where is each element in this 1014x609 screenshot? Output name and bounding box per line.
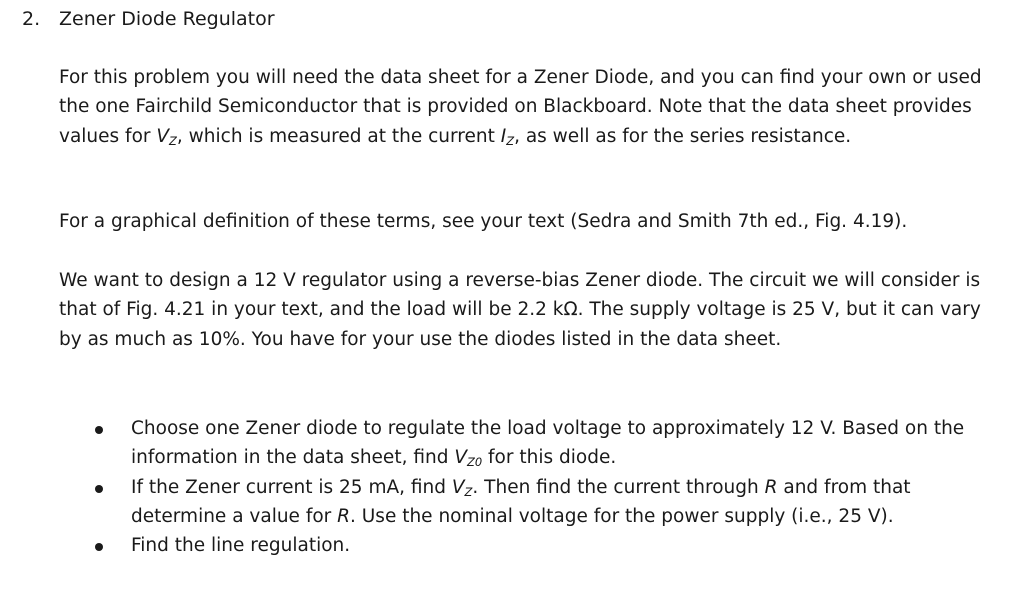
- variable-symbol: V: [451, 476, 465, 498]
- list-item-text: . Then find the current through: [472, 476, 765, 498]
- list-item: [90, 414, 990, 473]
- variable-vz: [452, 477, 473, 498]
- list-item-text: Choose one Zener diode to regulate the load voltage to approximately 12 V. Based on the information in the data sheet, find: [131, 418, 965, 469]
- variable-symbol: V: [156, 125, 170, 147]
- list-item: [90, 473, 990, 532]
- list-item-text: . Use the nominal voltage for the power supply (i.e., 25 V).: [350, 505, 894, 527]
- list-item-text: Find the line regulation.: [131, 535, 351, 557]
- variable-subscript: Z0: [467, 455, 483, 470]
- variable-subscript: Z: [506, 133, 515, 148]
- list-item: [90, 531, 990, 560]
- bullet-icon: [95, 426, 103, 434]
- variable-vz: [156, 126, 177, 147]
- task-list: [90, 414, 990, 560]
- paragraph-text: For this problem you will need the data sheet for a Zener Diode, and you can find your own or used the one Fairchild Semiconductor that is provided on Blackboard. Note that the data sheet provides values for: [59, 67, 982, 147]
- section-number: 2.: [22, 8, 41, 30]
- section-heading: [22, 6, 275, 32]
- variable-iz: [501, 126, 514, 147]
- list-item-text: If the Zener current is 25 mA, find: [131, 476, 452, 498]
- section-title: Zener Diode Regulator: [59, 8, 275, 30]
- variable-symbol: V: [454, 447, 467, 469]
- paragraph-text: , as well as for the series resistance.: [514, 125, 852, 147]
- paragraph-datasheet-intro: [59, 63, 989, 151]
- list-item-text: for this diode.: [482, 447, 617, 469]
- variable-subscript: Z: [464, 484, 473, 499]
- paragraph-text: , which is measured at the current: [176, 125, 501, 147]
- variable-r: R: [764, 476, 778, 498]
- paragraph-design-spec: We want to design a 12 V regulator using a reverse-bias Zener diode. The circuit we will consider is that of Fig. 4.21 in your text, and the load will be 2.2 kΩ. The supply voltage is 25 V, but it can vary by as much as 10%. You have for your use the diodes listed in the data sheet.: [59, 270, 981, 350]
- paragraph-graphical-definition: For a graphical definition of these terms, see your text (Sedra and Smith 7th ed., Fig. 4.19).: [59, 211, 908, 232]
- bullet-icon: [95, 543, 103, 551]
- bullet-icon: [95, 485, 103, 493]
- list-item-text: and from that determine a value for: [131, 476, 911, 527]
- variable-symbol: I: [500, 125, 507, 147]
- variable-r: R: [337, 505, 350, 527]
- variable-vz0: [454, 447, 482, 468]
- variable-subscript: Z: [169, 133, 177, 148]
